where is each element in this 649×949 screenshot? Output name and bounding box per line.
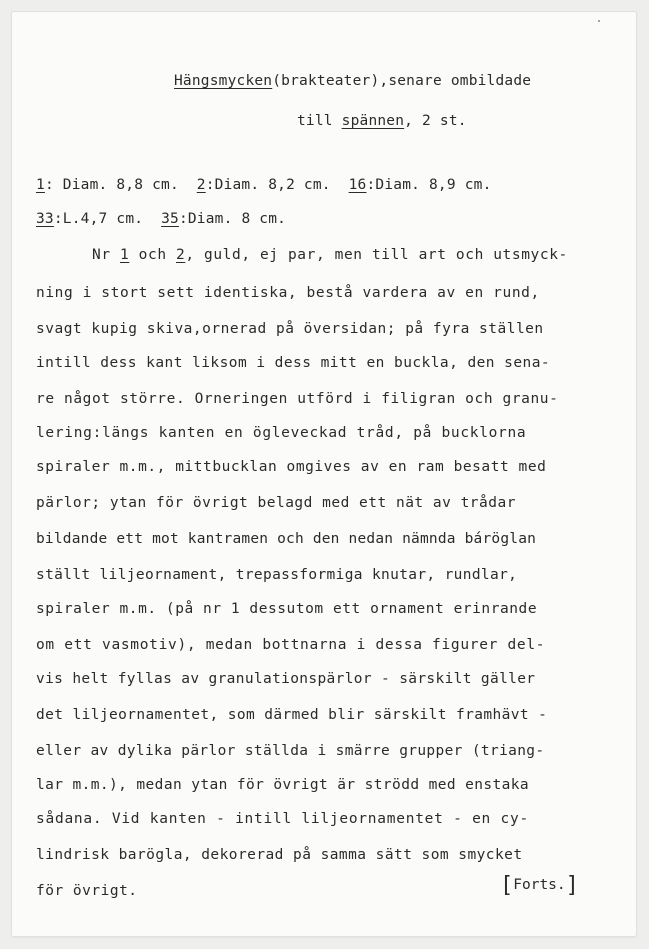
left-bracket-icon: [: [500, 873, 514, 898]
body-line: ställt liljeornament, trepassformiga knutar, rundlar,: [36, 567, 518, 583]
body-line: intill dess kant liksom i dess mitt en buckla, den sena-: [36, 355, 551, 371]
paper-speck: [598, 20, 600, 22]
item-measure: :Diam. 8,9 cm.: [366, 177, 492, 193]
body-line: spiraler m.m. (på nr 1 dessutom ett ornament erinrande: [36, 601, 538, 617]
body-line: bildande ett mot kantramen och den nedan nämnda báröglan: [36, 531, 537, 547]
right-bracket-icon: ]: [565, 873, 579, 898]
item-number: 2: [196, 177, 206, 193]
title-underlined-word: Hängsmycken: [174, 73, 273, 89]
body-line: svagt kupig skiva,ornerad på översidan; på fyra ställen: [36, 321, 544, 337]
body-line: lindrisk barögla, dekorerad på samma sätt som smycket: [36, 847, 523, 863]
body-line: det liljeornamentet, som därmed blir särskilt framhävt -: [36, 707, 548, 723]
item-measure: :Diam. 8,2 cm.: [205, 177, 331, 193]
body-line: vis helt fyllas av granulationspärlor - särskilt gäller: [36, 671, 536, 687]
body-line: om ett vasmotiv), medan bottnarna i dessa figurer del-: [36, 637, 546, 653]
measurements-line-2: [36, 210, 286, 228]
text-run: Nr: [92, 247, 120, 263]
document-title: [174, 72, 531, 90]
subtitle-rest: , 2 st.: [404, 113, 467, 129]
continuation-text: Forts.: [513, 877, 566, 893]
body-line: ning i stort sett identiska, bestå vardera av en rund,: [36, 285, 540, 301]
body-line: för övrigt.: [36, 883, 138, 899]
item-number: 35: [161, 211, 179, 227]
body-line: pärlor; ytan för övrigt belagd med ett nät av trådar: [36, 495, 516, 511]
text-run: , guld, ej par, men till art och utsmyck-: [185, 247, 568, 263]
item-number: 33: [36, 211, 54, 227]
text-run: och: [129, 247, 176, 263]
item-measure: :L.4,7 cm.: [53, 211, 144, 227]
body-line: sådana. Vid kanten - intill liljeornamentet - en cy-: [36, 811, 529, 827]
item-number: 16: [348, 177, 367, 193]
body-line: eller av dylika pärlor ställda i smärre grupper (triang-: [36, 743, 545, 759]
item-measure: : Diam. 8,8 cm.: [44, 177, 179, 193]
subtitle-prefix: till: [297, 113, 342, 129]
item-number: 1: [120, 247, 130, 263]
body-line: re något större. Orneringen utförd i filigran och granu-: [36, 391, 559, 407]
body-line: spiraler m.m., mittbucklan omgives av en ram besatt med: [36, 459, 547, 475]
body-line: lering:längs kanten en ögleveckad tråd, på bucklorna: [36, 425, 527, 441]
item-number: 2: [176, 247, 186, 263]
continuation-note: [500, 873, 579, 898]
body-first-line: [92, 246, 568, 264]
item-measure: :Diam. 8 cm.: [178, 211, 287, 227]
item-number: 1: [36, 177, 45, 193]
measurements-line-1: [36, 176, 492, 194]
subtitle-underlined-word: spännen: [341, 113, 405, 129]
title-rest: (brakteater),senare ombildade: [272, 73, 532, 89]
document-subtitle: [297, 112, 467, 130]
body-line: lar m.m.), medan ytan för övrigt är strödd med enstaka: [36, 777, 530, 793]
